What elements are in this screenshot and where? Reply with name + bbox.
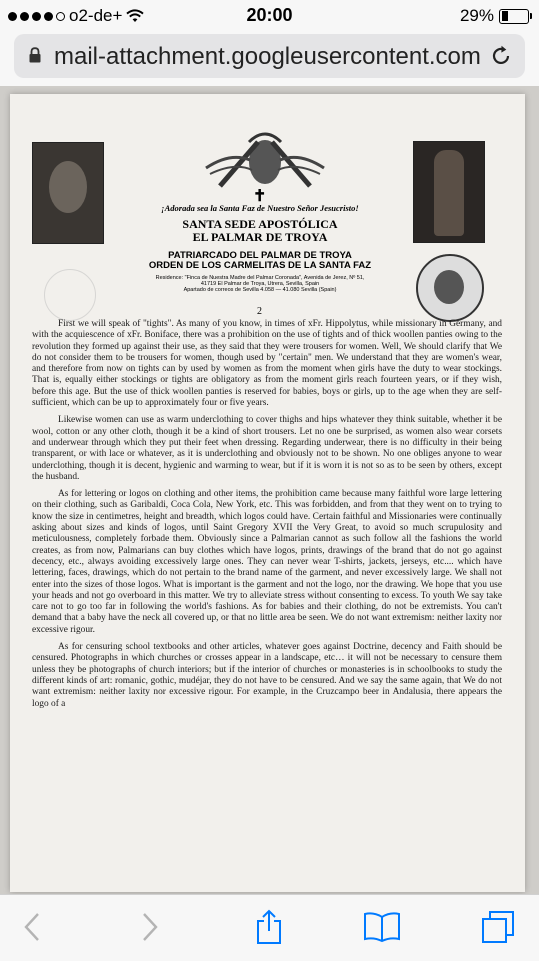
paragraph: First we will speak of "tights". As many of you know, in times of xFr. Hippolytus, while missionary in Germany, and with the acquiescence of xFr. Boniface, there was a prohibition on the use of tights and of thick woollen panties owing to the revolution they formed up against their use, as they said that they were trousers for women. Well, We should clarify that We do not consider them to be trousers for women, though used by "certain" men. We understand that they are women's wear, and therefore from now on tights can by used by women as from the moment when girls have the duty to wear stockings. That is, equally either stockings or tights are obligatory as from the moment girls reach fourteen years, or if they wish, before this age. But the use of thick woollen panties is reserved for babies, boys or girls, up to the age when they are self-sufficient, which can be up to approximately four or five years. (32, 319, 502, 409)
header-tagline: ¡Adorada sea la Santa Faz de Nuestro Señor Jesucristo! (161, 203, 359, 213)
document-page (10, 94, 525, 892)
header-title-line-1: SANTA SEDE APOSTÓLICA (182, 217, 338, 231)
chevron-left-icon (23, 912, 41, 942)
header-title-line-2: EL PALMAR DE TROYA (192, 229, 328, 244)
battery-percent: 29% (459, 6, 494, 25)
back-button[interactable] (12, 909, 52, 945)
url-text[interactable]: mail-attachment.googleusercontent.com (54, 43, 481, 70)
holy-see-seal-stamp (416, 254, 484, 322)
document-viewer[interactable] (0, 86, 539, 894)
header-subtitle-line-2: ORDEN DE LOS CARMELITAS DE LA SANTA FAZ (148, 259, 372, 271)
address-bar[interactable] (14, 34, 525, 78)
page-number: 2 (257, 306, 262, 317)
book-icon (362, 911, 402, 943)
tabs-button[interactable] (478, 909, 518, 945)
status-bar (0, 0, 539, 30)
address-line-2: 41719 El Palmar de Troya, Utrera, Sevilla, Spain (200, 280, 320, 287)
paragraph: As for censuring school textbooks and other articles, whatever goes against Doctrine, decency and Faith should be censured. Photographs in which churches or crosses appear in a landscape, etc… it will not be necessary to censure them unless they be photographs of church interiors; but if the interior of churches or monasteries is in schoolbooks to study the different kinds of art: romanic, gothic, mudéjar, they do not have to be censured. And we say the same again, that We do not want extremism: neither laxity nor excessive rigour. For example, in the Cruzcampo beer in Andalusia, there appears the logo of a (32, 642, 502, 709)
paragraph: As for lettering or logos on clothing and other items, the prohibition came because many faithful wore large lettering on their clothing, such as Garibaldi, Coca Cola, New York, etc. This was forbidden, and from that they went on to trying to know the size in centimetres, height and breadth, which logos could have. Certain faithful and Missionaries were continually asking about sizes and kinds of logos, until Saint Gregory XVII the Very Great, to avoid so much scrupulosity and meticulousness, completely forbade them. Obviously since a Palmarian cannot as such follow all the fashions the world creates, as from now, Palmarians can buy clothes which have logos, prints, drawings of the brand that do not go against decency, etc., always avoiding excessively large ones. They can never wear T-shirts, jackets, jerseys, etc.... which have lettering, faces, drawings, which do not pertain to the brand name of the garment, and never excessively large. We shall not enter into the sizes of those logos. What is important is the garment and not the logo, nor the drawing. We hope that you use your heads and not go overboard in this matter. We try to alleviate stress without consenting to excess. To youth We say take care not to go too far in following the world's fashions. As for babies and their clothing, do not be extremists. You can't demand that a baby have the neck all covered up, or that no little area be seen. We do not want extremism: neither laxity nor excessive rigour. (32, 489, 502, 635)
reload-icon[interactable] (489, 44, 513, 68)
chevron-right-icon (141, 912, 159, 942)
address-line-3: Apartado de correos de Sevilla 4.058 — 41.080 Sevilla (Spain) (183, 286, 337, 293)
share-button[interactable] (249, 909, 289, 945)
paragraph: Likewise women can use as warm underclothing to cover thighs and hips whatever they think suitable, whether it be wool, cotton or any other cloth, though it be a kind of short trousers. Let no one be surprised, as women also wear corsets and underwear through which they put their feet when dressing. Regarding underwear, there is no difficulty in their being transparent, or with lace or whatever, as it is underclothing and obviously not to be shown. No one obliges anyone to wear underclothing, though it is decent, hygienic and warming to wear, but if it is worn it is not so as to be seen by others, except the husband. (32, 415, 502, 482)
bookmarks-button[interactable] (362, 909, 402, 945)
browser-toolbar (0, 894, 539, 961)
forward-button[interactable] (130, 909, 170, 945)
clock: 20:00 (246, 5, 293, 25)
tabs-icon (481, 910, 515, 944)
virgin-statue-image (413, 141, 485, 243)
papal-crest-emblem (200, 122, 330, 192)
faded-seal-stamp (44, 269, 96, 321)
header-title (110, 218, 410, 243)
lock-icon (28, 47, 42, 63)
share-icon (255, 909, 283, 945)
header-subtitle (110, 251, 410, 271)
battery-status (460, 6, 529, 26)
header-address (110, 276, 410, 293)
letter-body (32, 319, 502, 716)
holy-face-image (32, 142, 104, 244)
battery-icon (499, 9, 529, 24)
cross-icon: ✝ (253, 188, 267, 205)
carrier-name: o2-de+ (69, 6, 123, 25)
address-line-1: Residence: "Finca de Nuestra Madre del Palmar Coronada", Avenida de Jerez, Nº 51, (155, 275, 365, 281)
header-subtitle-line-1: PATRIARCADO DEL PALMAR DE TROYA (168, 250, 352, 261)
